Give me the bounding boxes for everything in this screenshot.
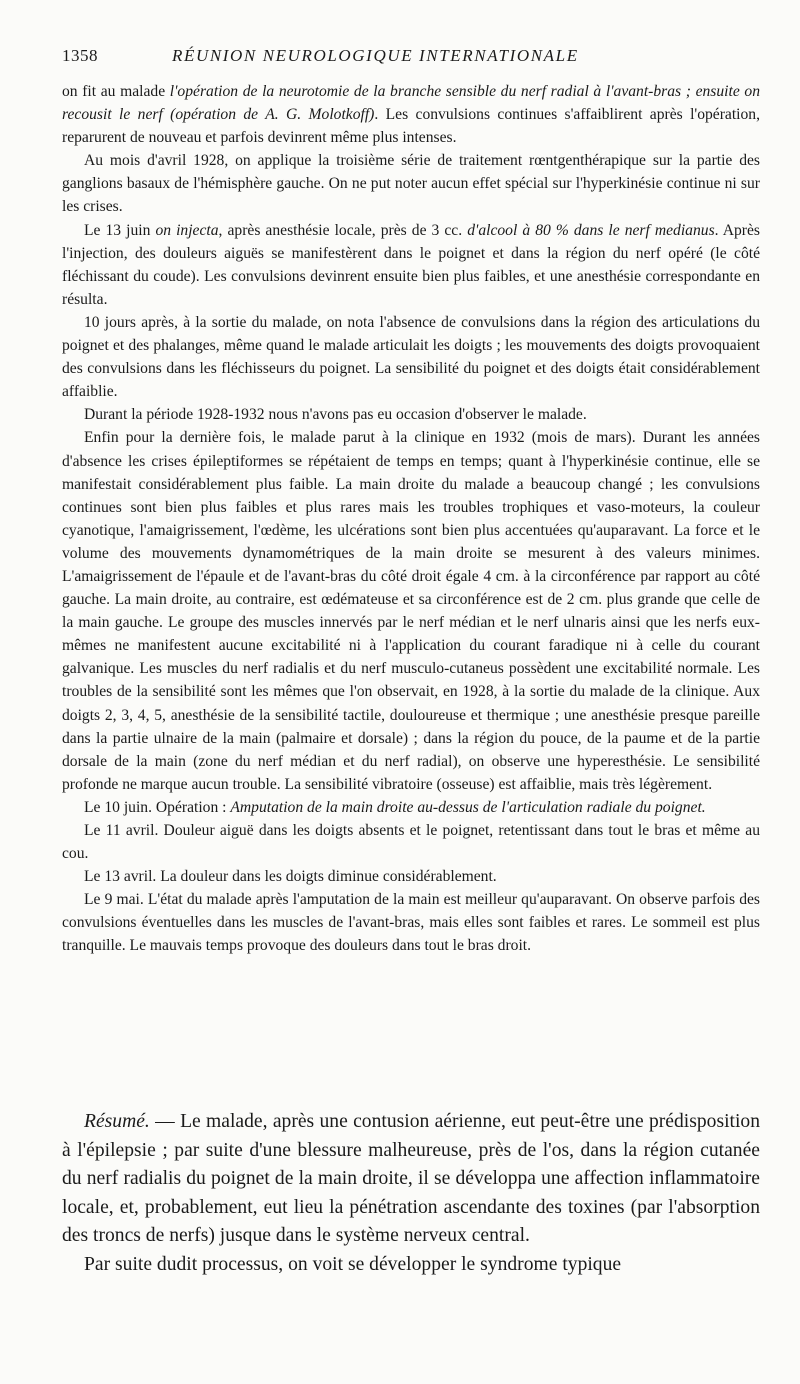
text-run: Durant la période 1928-1932 nous n'avons pas eu occasion d'observer le malade.	[84, 406, 587, 424]
text-run: — Le malade, après une contusion aérienne, eut peut-être une prédisposition à l'épilepsie ; par suite d'une blessure malheureuse, près de l'os, dans la région cutanée du nerf radialis du poignet de la main droite, il se développa une affection inflammatoire locale, et, probablement, eut lieu la pénétration ascendante des toxines (par l'absorption des troncs de nerfs) jusque dans le système nerveux central.	[62, 1111, 760, 1247]
text-run: Le 13 juin	[84, 221, 156, 239]
body-text	[62, 80, 760, 958]
paragraphs-paragraph	[62, 796, 760, 819]
text-run: , après anesthésie locale, près de 3 cc.	[218, 221, 468, 239]
paragraphs-paragraph	[62, 149, 760, 218]
paragraphs-paragraph	[62, 311, 760, 403]
paragraphs-paragraph	[62, 865, 760, 888]
text-run: on fit au malade	[62, 83, 170, 100]
summary-paragraph	[62, 1108, 760, 1251]
running-title: RÉUNION NEUROLOGIQUE INTERNATIONALE	[172, 46, 579, 65]
paragraphs-paragraph	[62, 219, 760, 311]
italic-text: on injecta	[155, 221, 219, 239]
text-run: Par suite dudit processus, on voit se développer le syndrome typique	[84, 1253, 622, 1275]
text-run: Le 10 juin. Opération :	[84, 798, 231, 816]
italic-text: l'opération de la neurotomie de la branche sensible du nerf radial à l'avant-bras ; ensuite on recousit le nerf (opération de A. G. Molotkoff)	[62, 83, 760, 124]
text-run: Le 13 avril. La douleur dans les doigts diminue considérablement.	[84, 868, 497, 886]
page-number: 1358	[62, 46, 98, 65]
text-run: . Les convulsions continues s'affaiblirent après l'opération, reparurent de nouveau et parfois devinrent même plus intenses.	[62, 106, 760, 147]
summary-section	[62, 1108, 760, 1280]
paragraphs-paragraph	[62, 403, 760, 426]
summary-paragraph	[62, 1251, 760, 1280]
italic-text: Résumé.	[84, 1111, 150, 1132]
paragraphs-paragraph	[62, 819, 760, 865]
italic-text: Amputation de la main droite au-dessus de l'articulation radiale du poignet.	[230, 798, 706, 816]
italic-text: d'alcool à 80 % dans le nerf medianus	[467, 221, 715, 239]
text-run: Le 9 mai. L'état du malade après l'amputation de la main est meilleur qu'auparavant. On observe parfois des convulsions éventuelles dans les muscles de l'avant-bras, mais elles sont faibles et rares. Le sommeil est plus tranquille. Le mauvais temps provoque des douleurs dans tout le bras droit.	[62, 891, 760, 955]
text-run: 10 jours après, à la sortie du malade, on nota l'absence de convulsions dans la région des articulations du poignet et des phalanges, même quand le malade articulait les doigts ; les mouvements des doigts provoquaient des convulsions dans les fléchisseurs du poignet. La sensibilité du poignet et des doigts était considérablement affaiblie.	[62, 313, 760, 401]
text-run: Enfin pour la dernière fois, le malade parut à la clinique en 1932 (mois de mars). Durant les années d'absence les crises épileptiformes se répétaient de temps en temps; quant à l'hyperkinésie continue, elle se manifestait considérablement plus faible. La main droite du malade a beaucoup changé ; les convulsions continues sont bien plus faibles et plus rares mais les troubles trophiques et vaso-moteurs, la couleur cyanotique, l'amaigrissement, l'œdème, les ulcérations sont bien plus accentuées qu'auparavant. La force et le volume des mouvements dynamométriques de la main droite se mesurent à des valeurs minimes. L'amaigrissement de l'épaule et de l'avant-bras du côté droit égale 4 cm. à la circonférence par rapport au côté gauche. La main droite, au contraire, est œdémateuse et sa circonférence est de 2 cm. plus grande que celle de la main gauche. Le groupe des muscles innervés par le nerf médian et le nerf ulnaris ainsi que les nerfs eux-mêmes ne manifestent aucune excitabilité ni à l'application du courant faradique ni à celle du courant galvanique. Les muscles du nerf radialis et du nerf musculo-cutaneus possèdent une excitabilité normale. Les troubles de la sensibilité sont les mêmes que l'on observait, en 1928, à la sortie du malade de la clinique. Aux doigts 2, 3, 4, 5, anesthésie de la sensibilité tactile, douloureuse et thermique ; une anesthésie presque pareille dans la partie ulnaire de la main (palmaire et dorsale) ; dans la région du pouce, de la paume et de la partie dorsale de la main (zone du nerf médian et du nerf radial), on observe une hyperesthésie. Le sensibilité profonde ne marque aucun trouble. La sensibilité vibratoire (osseuse) est affaiblie, mais très légèrement.	[62, 429, 760, 793]
text-run: Au mois d'avril 1928, on applique la troisième série de traitement rœntgenthérapique sur la partie des ganglions basaux de l'hémisphère gauche. On ne put noter aucun effet spécial sur l'hyperkinésie continue ni sur les crises.	[62, 152, 760, 216]
text-run: . Après l'injection, des douleurs aiguës se manifestèrent dans le poignet et dans la région du nerf opéré (le côté fléchissant du coude). Les convulsions devinrent ensuite bien plus faibles, et une anesthésie correspondante en résulta.	[62, 221, 760, 308]
paragraphs-paragraph	[62, 80, 760, 149]
paragraphs-paragraph	[62, 426, 760, 796]
text-run: Le 11 avril. Douleur aiguë dans les doigts absents et le poignet, retentissant dans tout le bras et même au cou.	[62, 822, 760, 863]
paragraphs-paragraph	[62, 888, 760, 957]
